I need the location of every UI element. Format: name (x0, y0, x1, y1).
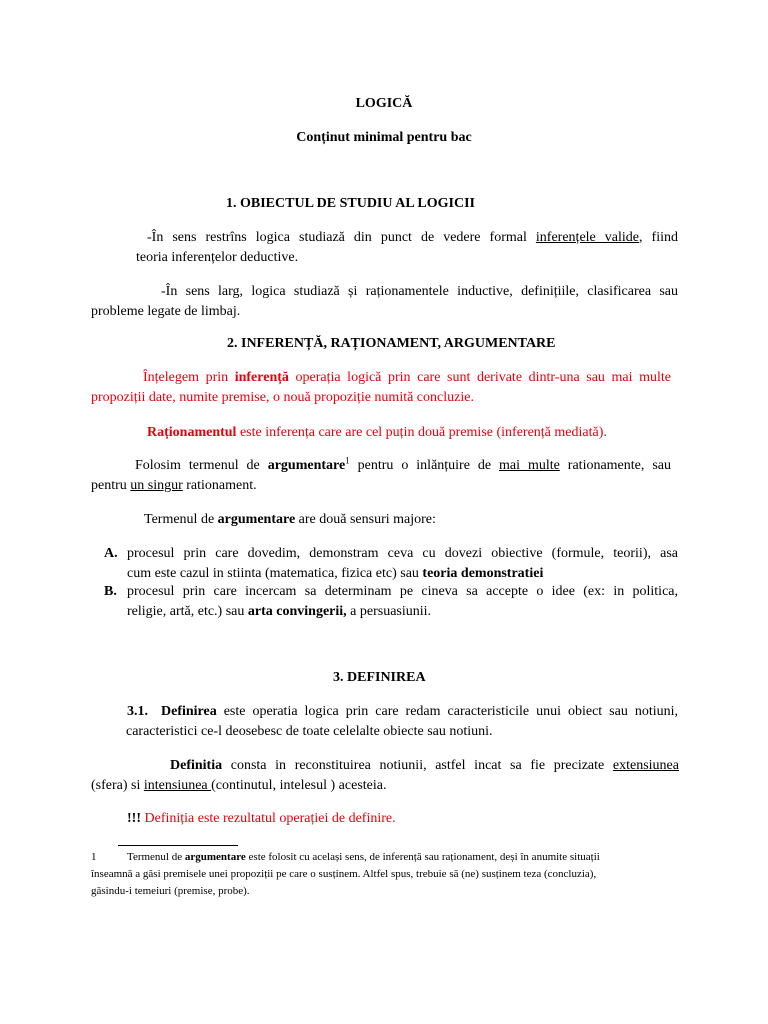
paragraph-line: procesul prin care dovedim, demonstram ceva cu dovezi obiective (formule, teorii), asa (127, 546, 678, 561)
list-item-b (127, 582, 678, 622)
subsection-number: 3.1. (127, 704, 148, 719)
definition-paragraph (126, 702, 678, 742)
paragraph-line: procesul prin care incercam sa determinam pe cineva sa accepte o idee (ex: in politica, (127, 584, 678, 599)
list-item-a (127, 544, 678, 584)
paragraph-line: Înțelegem prin inferență operația logică prin care sunt derivate dintr-una sau mai multe (143, 370, 671, 385)
list-label-a: A. (104, 546, 118, 561)
footnote-line: înseamnă a găsi premisele unei propoziții pe care o susținem. Altfel spus, trebuie să (ne) susținem teza (concluzia), (91, 868, 597, 880)
footnote-ref: 1 (345, 455, 350, 466)
paragraph-line: Folosim termenul de argumentare$^1$ pentru o inlănțuire de mai multe rationamente, sau (135, 455, 671, 473)
paragraph-line: Definirea este operatia logica prin care redam caracteristicile unui obiect sau notiuni, (161, 704, 678, 719)
footnote (91, 849, 681, 900)
important-note: !!! Definiția este rezultatul operației de definire. (127, 811, 396, 826)
paragraph-line: Definitia consta in reconstituirea notiunii, astfel incat sa fie precizate extensiunea (170, 758, 679, 773)
section-1-paragraph-1 (136, 228, 678, 268)
paragraph-line: (sfera) si intensiunea (continutul, intelesul ) acesteia. (91, 778, 387, 793)
inference-definition (91, 368, 671, 408)
paragraph-line: propoziții date, numite premise, o nouă propoziție numită concluzie. (91, 390, 474, 405)
document-title: LOGICĂ (355, 96, 413, 111)
paragraph-line: religie, artă, etc.) sau arta convingerii, a persuasiunii. (127, 604, 432, 619)
paragraph-line: -În sens larg, logica studiază și raționamentele inductive, definițiile, clasificarea sau (161, 284, 678, 299)
paragraph-line: caracteristici ce-l deosebesc de toate celelalte obiecte sau notiuni. (126, 724, 493, 739)
section-2-heading: 2. INFERENȚĂ, RAȚIONAMENT, ARGUMENTARE (227, 336, 556, 351)
paragraph-line: cum este cazul in stiinta (matematica, fizica etc) sau teoria demonstratiei (127, 566, 544, 581)
paragraph-line: teoria inferențelor deductive. (136, 250, 299, 265)
paragraph-line: -În sens restrîns logica studiază din punct de vedere formal inferențele valide, fiind (147, 230, 678, 245)
paragraph-line: pentru un singur rationament. (91, 478, 257, 493)
document-subtitle: Conținut minimal pentru bac (296, 130, 472, 145)
footnote-mark: 1 (91, 851, 97, 863)
argumentation-senses-intro: Termenul de argumentare are două sensuri majore: (144, 512, 436, 527)
footnote-line: 1 Termenul de argumentare este folosit cu același sens, de inferență sau raționament, deși în anumite situații (91, 849, 681, 866)
argumentation-paragraph (91, 456, 671, 496)
reasoning-definition: Raționamentul este inferența care are cel puțin două premise (inferență mediată). (147, 425, 607, 440)
list-label-b: B. (104, 584, 117, 599)
section-1-paragraph-2 (91, 282, 678, 322)
footnote-separator (118, 845, 238, 846)
paragraph-line: probleme legate de limbaj. (91, 304, 241, 319)
section-3-heading: 3. DEFINIREA (333, 670, 426, 685)
section-1-heading: 1. OBIECTUL DE STUDIU AL LOGICII (226, 196, 475, 211)
definitia-paragraph (91, 756, 679, 796)
footnote-line: găsindu-i temeiuri (premise, probe). (91, 885, 250, 897)
